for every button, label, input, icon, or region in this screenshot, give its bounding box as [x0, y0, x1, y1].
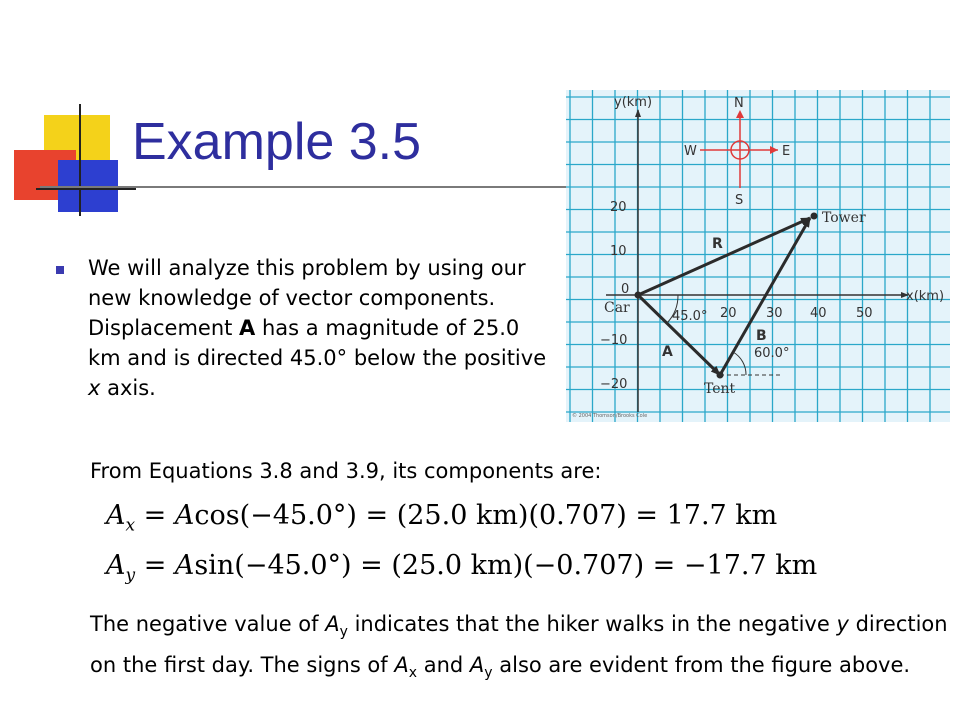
tower-label: Tower — [822, 210, 866, 226]
x-tick-40: 40 — [810, 306, 827, 321]
x-axis-label: x(km) — [906, 289, 945, 304]
deco-vertical-line — [79, 104, 81, 216]
title-divider — [40, 186, 572, 188]
compass-south: S — [735, 193, 744, 208]
angle-b-label: 60.0° — [754, 346, 790, 361]
compass-west: W — [684, 144, 697, 159]
y-tick-20: 20 — [610, 200, 627, 215]
vector-b-label: B — [756, 328, 767, 344]
x-tick-50: 50 — [856, 306, 873, 321]
conclusion-text: The negative value of $A_y$ indicates that the hiker walks in the negative y direction on the first day. The signs of $A_x$ and $A_y$ also are evident from the figure above. — [90, 612, 948, 682]
vector-r-label: R — [712, 236, 723, 252]
compass-north: N — [734, 96, 744, 111]
vector-diagram — [566, 90, 950, 422]
equation-ax: $A_x = Acos(-45.0^\circ) = (25.0$ km)(0.707) = 17.7 km — [106, 500, 778, 536]
vector-a-label: A — [662, 344, 673, 360]
equation-ay: $A_y = Asin(-45.0^\circ) = (25.0$ km)(−0.707) = −17.7 km — [106, 550, 818, 586]
y-tick-neg10: −10 — [600, 333, 628, 348]
y-tick-10: 10 — [610, 244, 627, 259]
angle-a-label: 45.0° — [672, 309, 708, 324]
y-tick-0: 0 — [621, 282, 630, 297]
vector-a-bold: A — [239, 316, 256, 340]
tower-point — [811, 213, 818, 220]
compass-east: E — [782, 144, 791, 159]
car-label: Car — [604, 300, 630, 316]
deco-horizontal-line — [36, 188, 136, 190]
y-axis-label: y(km) — [614, 95, 653, 110]
car-point — [635, 292, 642, 299]
slide-title: Example 3.5 — [132, 113, 422, 171]
tent-label: Tent — [704, 381, 736, 397]
bullet-marker — [56, 266, 64, 274]
y-tick-neg20: −20 — [600, 377, 628, 392]
figure-credit: © 2004 Thomson/Brooks Cole — [572, 413, 648, 419]
x-tick-20: 20 — [720, 306, 737, 321]
bullet-text: We will analyze this problem by using our new knowledge of vector components. Displacement A has a magnitude of 25.0 km and is directed 45.0° below the positive x axis. — [88, 256, 547, 400]
x-tick-30: 30 — [766, 306, 783, 321]
equations-intro: From Equations 3.8 and 3.9, its components are: — [90, 459, 602, 483]
